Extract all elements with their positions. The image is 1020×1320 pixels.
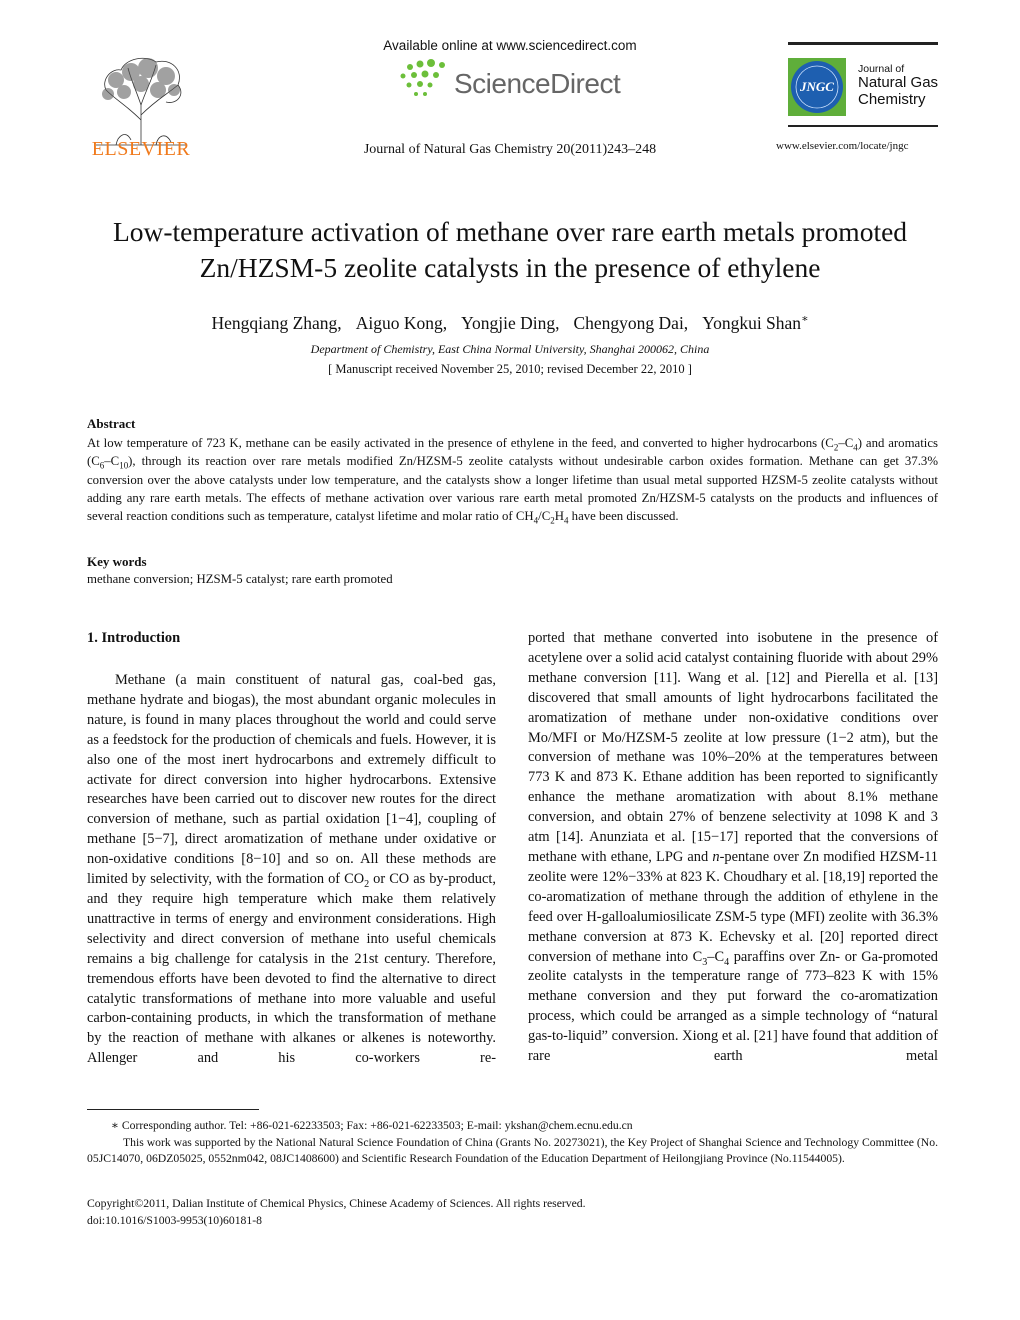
jngc-title-line1: Journal of [858, 63, 905, 75]
jngc-top-rule [788, 42, 938, 45]
copyright-line: Copyright©2011, Dalian Institute of Chemical Physics, Chinese Academy of Sciences. All rights reserved. [87, 1197, 586, 1210]
elsevier-wordmark: ELSEVIER [91, 138, 191, 160]
abstract-body: At low temperature of 723 K, methane can be easily activated in the presence of ethylene in the feed, and converted to higher hydrocarbons $(C_2-C_4)$ and aromatics $(C_6-C_{10})$, through its reaction over rare metals modified Zn/HZSM-5 zeolite catalysts without undesirable carbon oxides formation. Methane can get 37.3% conversion over the above catalysts under low temperature, and the catalysts show a longer lifetime than usual metal supported HZSM-5 zeolite catalysts without adding any rare earth metals. The effects of methane activation over various rare earth metal promoted Zn/HZSM-5 catalysts on the products and influences of several reaction conditions such as temperature, catalyst lifetime and molar ratio of $CH_4/C_2H_4$ have been discussed. [87, 436, 938, 526]
jngc-bottom-rule [788, 125, 938, 127]
author-name: Hengqiang Zhang, [211, 312, 342, 333]
available-online-line[interactable]: Available online at www.sciencedirect.com [383, 38, 637, 53]
paper-title-line1: Low-temperature activation of methane over rare earth metals promoted [112, 216, 908, 247]
intro-right-column [528, 629, 938, 1067]
corresponding-author-footnote: ∗ Corresponding author. Tel: +86-021-62233503; Fax: +86-021-62233503; E-mail: ykshan@chem.ecnu.edu.cn [111, 1119, 633, 1132]
jngc-title-line3: Chemistry [858, 90, 926, 108]
intro-left-column [87, 671, 496, 1069]
doi-line[interactable]: doi:10.1016/S1003-9953(10)60181-8 [87, 1213, 262, 1227]
author-name: Aiguo Kong, [355, 312, 448, 333]
author-list [60, 312, 960, 334]
keywords-list: methane conversion; HZSM-5 catalyst; rare earth promoted [87, 572, 393, 586]
jngc-journal-title [858, 64, 938, 108]
sciencedirect-wordmark[interactable]: ScienceDirect [454, 68, 621, 99]
jngc-url-link[interactable]: www.elsevier.com/locate/jngc [776, 140, 909, 152]
intro-paragraph-continued: ported that methane converted into isobutene in the presence of acetylene over a solid acid catalyst containing fluoride with about 29% methane conversion [11]. Wang et al. [12] and Pierella et al. [13] discovered that small amounts of light hydrocarbons facilitated the aromatization of methane under non-oxidative conditions over Mo/MFI or Mo/HZSM-5 zeolite at low pressure (1−2 atm), but the conversion of methane was 10%–20% at the temperatures between 773 K and 873 K. Ethane addition has been reported to significantly enhance the methane aromatization with about 8.1% methane conversion, and obtain 27% of benzene selectivity at 1098 K and 3 atm [14]. Anunziata et al. [15−17] reported that the conversions of methane with ethane, LPG and n-pentane over Zn modified HZSM-11 zeolite were 12%−33% at 823 K. Choudhary et al. [18,19] reported the co-aromatization of methane through the addition of ethylene in the feed over H-galloalumiosilicate ZSM-5 type (MFI) zeolite with 36.3% methane conversion at 873 K. Echevsky et al. [20] reported direct conversion of methane into $C_3-C_4$ paraffins over Zn- or Ga-promoted zeolite catalysts in the temperature range of 773–823 K with 15% methane conversion and they put forward the co-aromatization process, which could be arranged as a simple technology of “natural gas-to-liquid” conversion. Xiong et al. [21] have found that addition of rare earth metal [528, 630, 938, 1065]
author-name: Chengyong Dai, [573, 312, 689, 333]
introduction-heading: 1. Introduction [87, 630, 181, 646]
footnotes [87, 1118, 938, 1168]
manuscript-dates: [ Manuscript received November 25, 2010; revised December 22, 2010 ] [328, 362, 692, 376]
intro-paragraph: Methane (a main constituent of natural gas, coal-bed gas, methane hydrate and biogas), the most abundant organic molecules in nature, is found in many places throughout the world and could serve as a feedstock for the production of chemicals and fuels. However, it is also one of the most inert hydrocarbons and extremely difficult to activate for direct conversion into higher hydrocarbons. Extensive researches have been carried out to discover new routes for the direct conversion of methane, such as partial oxidation [1−4], coupling of methane [5−7], direct aromatization of methane under oxidative or non-oxidative conditions [8−10] and so on. All these methods are limited by selectivity, with the formation of $CO_2$ or CO as by-product, and they require high temperature which make them relatively unattractive in terms of energy and environment considerations. High selectivity and direct conversion of methane into useful chemicals remains a big challenge for catalysis in the 21st century. Therefore, tremendous efforts have been devoted to find the alternative to direct catalytic transformations of methane into more valuable and useful carbon-containing products, in which the transformation of methane by the reaction of methane with alkanes or alkenes is noteworthy. Allenger and his co-workers re- [87, 672, 496, 1067]
keywords-heading: Key words [87, 554, 147, 569]
copyright-block [87, 1196, 938, 1229]
author-name: Yongkui Shan [702, 312, 802, 333]
affiliation: Department of Chemistry, East China Normal University, Shanghai 200062, China [310, 342, 710, 356]
jngc-badge-text: JNGC [800, 79, 834, 94]
paper-title [60, 214, 960, 286]
jngc-title-line2: Natural Gas [858, 74, 939, 92]
abstract-heading: Abstract [87, 416, 136, 431]
corresponding-author-mark: ∗ [801, 313, 809, 325]
paper-title-line2: Zn/HZSM-5 zeolite catalysts in the presence of ethylene [199, 252, 821, 283]
footnote-rule [87, 1109, 259, 1110]
author-name: Yongjie Ding, [461, 312, 560, 333]
journal-citation: Journal of Natural Gas Chemistry 20(2011)243–248 [363, 142, 657, 157]
funding-footnote: This work was supported by the National Natural Science Foundation of China (Grants No. 20273021), the Key Project of Shanghai Science and Technology Committee (No. 05JC14070, 06DZ05025, 0552nm042, 08JC1408600) and Scientific Research Foundation of the Education Department of Heilongjiang Province (No.11544005). [87, 1135, 938, 1166]
jngc-badge-icon [788, 58, 846, 116]
